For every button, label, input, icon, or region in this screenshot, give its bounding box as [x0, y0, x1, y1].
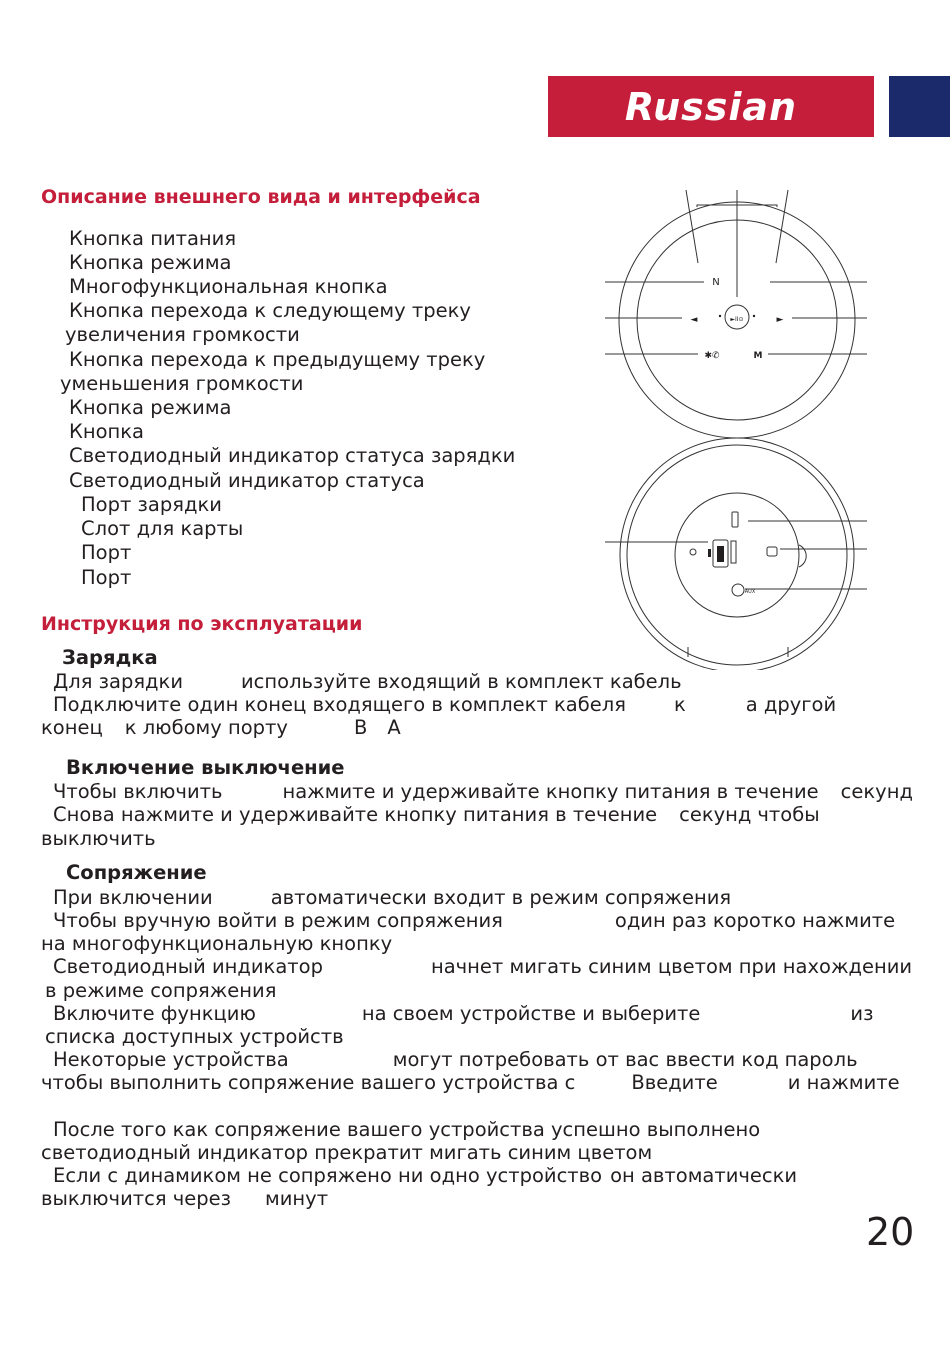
language-label: Russian	[624, 84, 798, 129]
text-line: Подключите один конец входящего в комплект кабеля к а другой	[53, 693, 837, 716]
text-line: выключить	[41, 827, 156, 850]
list-item: Кнопка перехода к предыдущему треку	[69, 348, 486, 371]
text-line: Снова нажмите и удерживайте кнопку питания в течение секунд чтобы	[53, 803, 820, 826]
list-item: Порт	[81, 566, 132, 589]
subsection-title-power: Включение выключение	[66, 756, 345, 779]
list-item: Светодиодный индикатор статуса зарядки	[69, 444, 516, 467]
page-number: 20	[866, 1210, 915, 1254]
section-title-appearance: Описание внешнего вида и интерфейса	[41, 186, 481, 208]
bluetooth-call-icon: ✱✆	[704, 351, 720, 361]
next-track-icon: ►	[776, 315, 784, 325]
list-item: Кнопка перехода к следующему треку	[69, 299, 471, 322]
aux-port-outline	[732, 584, 744, 596]
card-slot-outline	[731, 541, 736, 563]
mode-n-icon: N	[712, 277, 720, 288]
list-item: Порт	[81, 541, 132, 564]
text-line: Включите функцию на своем устройстве и выберите из	[53, 1002, 874, 1025]
speaker-bottom-outer-ring	[620, 438, 854, 670]
text-line: Светодиодный индикатор начнет мигать синим цветом при нахождении	[53, 955, 913, 978]
speaker-diagram	[600, 185, 875, 670]
text-line: Для зарядки используйте входящий в комплект кабель	[53, 670, 682, 693]
text-line: выключится через минут	[41, 1187, 329, 1210]
speaker-bottom-middle-ring	[627, 445, 847, 665]
text-line: светодиодный индикатор прекратит мигать синим цветом	[41, 1141, 653, 1164]
section-title-instructions: Инструкция по эксплуатации	[41, 613, 363, 635]
usb-port-icon	[717, 546, 724, 562]
list-item: Кнопка режима	[69, 251, 232, 274]
list-item: Многофункциональная кнопка	[69, 275, 388, 298]
text-line: Некоторые устройства могут потребовать от вас ввести код пароль	[53, 1048, 858, 1071]
list-item: увеличения громкости	[65, 323, 300, 346]
text-line: на многофункциональную кнопку	[41, 932, 393, 955]
list-item: Кнопка	[69, 420, 145, 443]
section-tab	[889, 76, 950, 137]
text-line: При включении автоматически входит в режим сопряжения	[53, 886, 732, 909]
m-button-icon: M	[753, 351, 763, 361]
list-item: Кнопка питания	[69, 227, 237, 250]
play-pause-icon: ►II⊙	[730, 316, 744, 323]
text-line: конец к любому порту В А	[41, 716, 401, 739]
prev-track-icon: ◄	[690, 315, 698, 325]
list-item: Порт зарядки	[81, 493, 222, 516]
language-banner	[548, 76, 874, 137]
list-item: уменьшения громкости	[60, 372, 304, 395]
text-line: чтобы выполнить сопряжение вашего устройства с Введите и нажмите	[41, 1071, 900, 1094]
text-line: Чтобы вручную войти в режим сопряжения один раз коротко нажмите	[53, 909, 896, 932]
subsection-title-pairing: Сопряжение	[66, 861, 207, 884]
list-item: Кнопка режима	[69, 396, 232, 419]
text-line: списка доступных устройств	[45, 1025, 344, 1048]
text-line: Чтобы включить нажмите и удерживайте кнопку питания в течение секунд	[53, 780, 913, 803]
text-line: После того как сопряжение вашего устройства успешно выполнено	[53, 1118, 761, 1141]
charging-port-outline	[732, 512, 738, 527]
list-item: Слот для карты	[81, 517, 244, 540]
subsection-title-charging: Зарядка	[62, 646, 158, 669]
aux-label-icon: AUX	[744, 589, 756, 595]
list-item: Светодиодный индикатор статуса	[69, 469, 425, 492]
text-line: в режиме сопряжения	[45, 979, 277, 1002]
text-line: Если с динамиком не сопряжено ни одно устройство он автоматически	[53, 1164, 798, 1187]
